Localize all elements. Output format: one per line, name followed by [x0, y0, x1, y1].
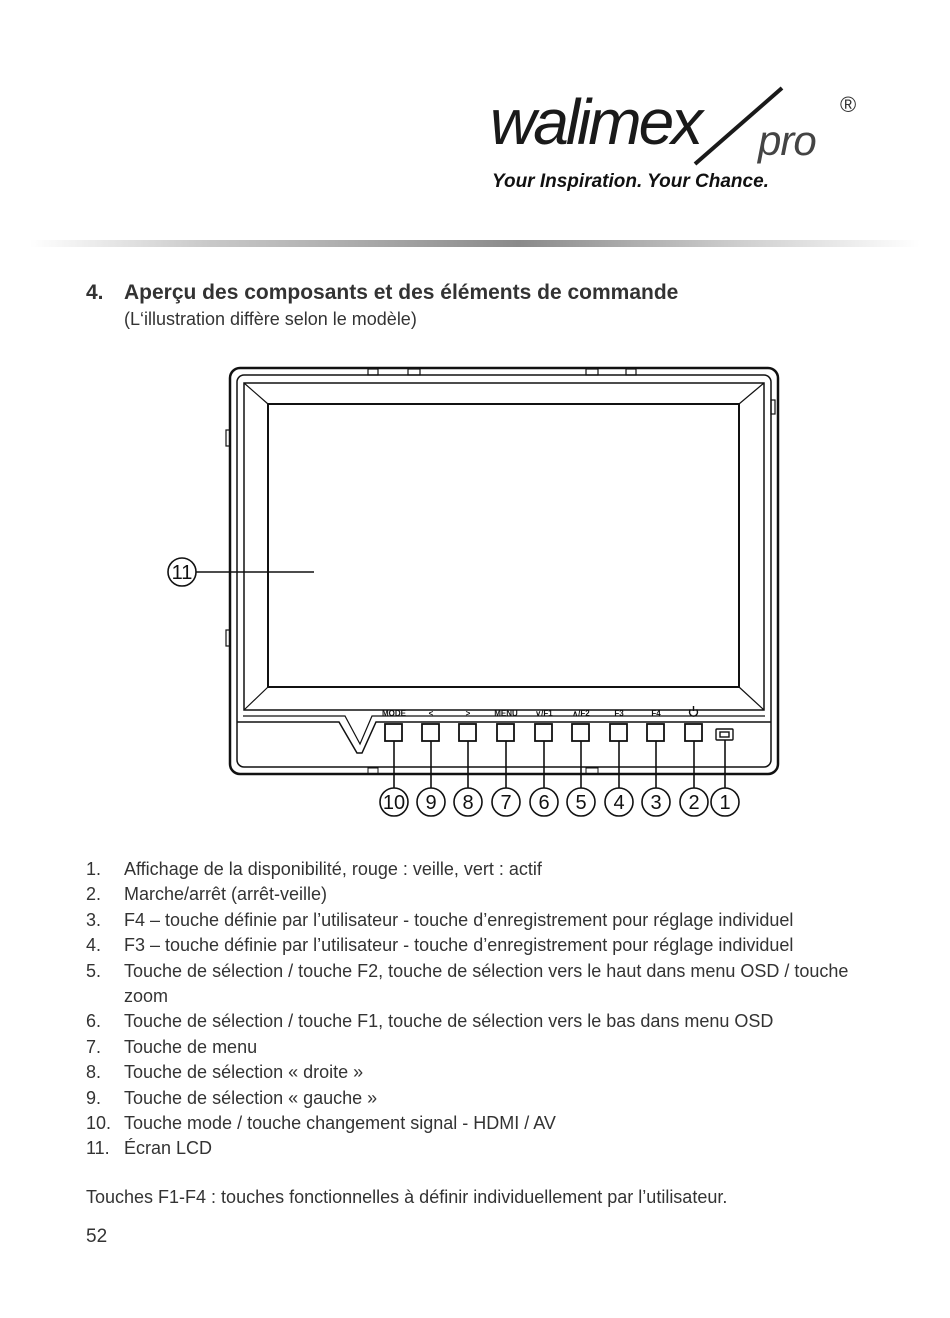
legend-number: 7. — [86, 1036, 102, 1057]
callout-5 — [567, 788, 595, 816]
logo-suffix: pro — [758, 117, 816, 164]
legend-item — [86, 1086, 869, 1111]
header-divider — [30, 240, 920, 247]
callout-leaders — [394, 740, 725, 788]
callout-7 — [492, 788, 520, 816]
callout-1-label: 1 — [719, 792, 731, 814]
f3-button[interactable] — [610, 724, 627, 741]
legend-item — [86, 933, 869, 958]
label-f3: F3 — [614, 709, 624, 718]
legend-text: Marche/arrêt (arrêt-veille) — [124, 884, 328, 905]
label-right: > — [465, 709, 471, 718]
legend-item — [86, 882, 869, 907]
callout-2-label: 2 — [688, 792, 700, 814]
legend-number: 9. — [86, 1087, 102, 1108]
label-f1: ∨/F1 — [535, 709, 553, 718]
f4-button[interactable] — [647, 724, 664, 741]
f1-button[interactable] — [535, 724, 552, 741]
legend-text: Touche mode / touche changement signal - HDMI / AV — [124, 1113, 556, 1134]
indicator-led-icon — [716, 729, 733, 740]
label-left: < — [428, 709, 434, 718]
left-button[interactable] — [422, 724, 439, 741]
legend-number: 3. — [86, 909, 102, 930]
callout-10-label: 10 — [382, 792, 406, 814]
callout-3-label: 3 — [650, 792, 662, 814]
section-subtitle: (L‘illustration diffère selon le modèle) — [124, 309, 417, 329]
callout-4-label: 4 — [613, 792, 625, 814]
callout-9-label: 9 — [425, 792, 437, 814]
legend-number: 11. — [86, 1138, 110, 1159]
power-button[interactable] — [685, 724, 702, 741]
legend-text: Touche de sélection « droite » — [124, 1062, 364, 1083]
label-f2: ∧/F2 — [572, 709, 590, 718]
callout-11 — [168, 558, 314, 586]
legend-number: 8. — [86, 1062, 102, 1083]
legend-item — [86, 1060, 869, 1085]
top-edge-details — [368, 369, 636, 375]
legend-item — [86, 1035, 869, 1060]
callout-2 — [680, 788, 708, 816]
legend-item — [86, 857, 869, 882]
footnote: Touches F1-F4 : touches fonctionnelles à définir individuellement par l’utilisateur. — [86, 1187, 728, 1207]
legend-item — [86, 908, 869, 933]
callout-5-label: 5 — [575, 792, 587, 814]
legend-text: Affichage de la disponibilité, rouge : veille, vert : actif — [124, 859, 542, 879]
logo-word: walimex — [490, 86, 701, 158]
callout-8-label: 8 — [462, 792, 474, 814]
legend-number: 4. — [86, 935, 102, 956]
mode-button[interactable] — [385, 724, 402, 741]
section-title: Aperçu des composants et des éléments de commande — [124, 281, 679, 304]
label-f4: F4 — [651, 709, 661, 718]
callout-6 — [530, 788, 558, 816]
button-row — [385, 724, 702, 741]
component-legend — [86, 857, 869, 1162]
legend-text: Touche de sélection « gauche » — [124, 1087, 378, 1108]
legend-text: Touche de sélection / touche F2, touche de sélection vers le haut dans menu OSD / touche zoom — [124, 960, 849, 1007]
power-icon — [690, 706, 698, 716]
section-heading — [86, 281, 678, 305]
label-mode: MODE — [382, 709, 406, 718]
legend-text: F4 – touche définie par l’utilisateur - touche d’enregistrement pour réglage individuel — [124, 909, 794, 930]
legend-number: 1. — [86, 859, 102, 879]
legend-item — [86, 1136, 869, 1161]
legend-text: Écran LCD — [124, 1138, 213, 1159]
callout-3 — [642, 788, 670, 816]
callout-7-label: 7 — [500, 792, 512, 814]
callout-4 — [605, 788, 633, 816]
legend-number: 2. — [86, 884, 102, 905]
callout-9 — [417, 788, 445, 816]
legend-text: F3 – touche définie par l’utilisateur - touche d’enregistrement pour réglage individuel — [124, 935, 794, 956]
legend-item — [86, 1111, 869, 1136]
legend-number: 6. — [86, 1011, 102, 1032]
tagline: Your Inspiration. Your Chance. — [492, 171, 769, 192]
legend-item — [86, 959, 869, 1010]
right-button[interactable] — [459, 724, 476, 741]
f2-button[interactable] — [572, 724, 589, 741]
callout-11-label: 11 — [171, 562, 193, 584]
callout-1 — [711, 788, 739, 816]
label-menu: MENU — [494, 709, 518, 718]
section-number: 4. — [86, 281, 104, 304]
callout-10 — [380, 788, 408, 816]
legend-text: Touche de sélection / touche F1, touche de sélection vers le bas dans menu OSD — [124, 1011, 774, 1032]
page-number: 52 — [86, 1226, 108, 1247]
menu-button[interactable] — [497, 724, 514, 741]
legend-item — [86, 1009, 869, 1034]
callout-circles — [380, 788, 739, 816]
lcd-screen — [244, 383, 764, 710]
legend-number: 10. — [86, 1113, 112, 1134]
callout-8 — [454, 788, 482, 816]
registered-mark: ® — [840, 92, 857, 117]
legend-number: 5. — [86, 960, 102, 981]
callout-6-label: 6 — [538, 792, 550, 814]
legend-text: Touche de menu — [124, 1036, 258, 1057]
